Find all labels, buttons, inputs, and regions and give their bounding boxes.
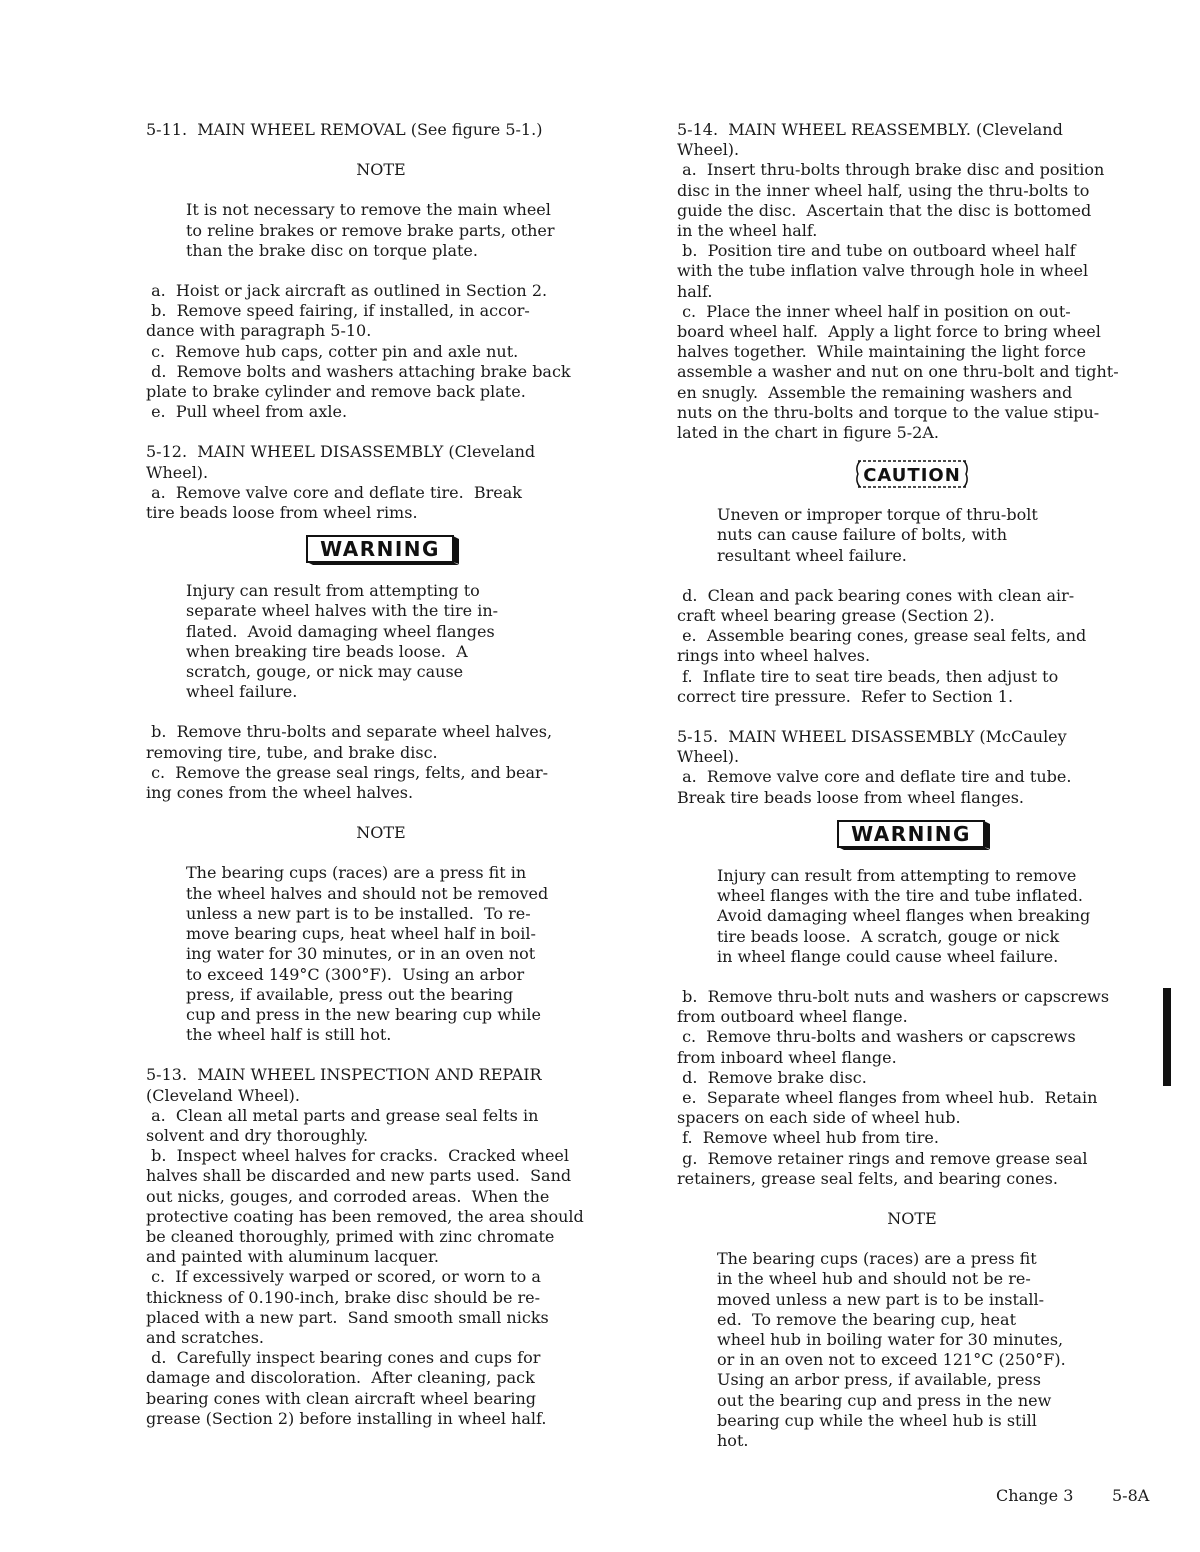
note-body: The bearing cups (races) are a press fit in the wheel hub and should not be re- moved unless a new part is to be install- ed. To remove the bearing cup, heat wheel hub in boiling water for 30 minutes, or in an oven not to exceed 121°C (250°F). Using an arbor press, if available, press out the bearing cup and press in the new bearing cup while the wheel hub is still hot. bbox=[717, 1249, 1066, 1450]
left-column bbox=[146, 120, 616, 1429]
change-number: Change 3 bbox=[996, 1486, 1074, 1505]
warning-body: Injury can result from attempting to separate wheel halves with the tire in- flated. Avoid damaging wheel flanges when breaking tire beads loose. A scratch, gouge, or nick may cause wheel failure. bbox=[186, 581, 499, 702]
section-5-11-steps: a. Hoist or jack aircraft as outlined in Section 2. b. Remove speed fairing, if installed, in accor- dance with paragraph 5-10. c. Remove hub caps, cotter pin and axle nut. d. Remove bolts and washers attaching brake back plate to brake cylinder and remove back plate. e. Pull wheel from axle. bbox=[146, 281, 571, 422]
warning-label: WARNING bbox=[320, 537, 440, 562]
note-title: NOTE bbox=[356, 160, 406, 180]
section-5-14-steps-def: d. Clean and pack bearing cones with clean air- craft wheel bearing grease (Section 2). e. Assemble bearing cones, grease seal felts, and rings into wheel halves. f. Inflate tire to seat tire beads, then adjust to correct tire pressure. Refer to Section 1. bbox=[677, 585, 1087, 706]
warning-banner bbox=[301, 533, 461, 567]
section-5-11-title: 5-11. MAIN WHEEL REMOVAL (See figure 5-1.) bbox=[146, 120, 543, 139]
section-5-14-steps: a. Insert thru-bolts through brake disc and position disc in the inner wheel half, using the thru-bolts to guide the disc. Ascertain that the disc is bottomed in the wheel half. b. Position tire and tube on outboard wheel half with the tube inflation valve through hole in wheel half. c. Place the inner wheel half in position on out- board wheel half. Apply a light force to bring wheel halves together. While maintaining the light force assemble a washer and nut on one thru-bolt and tight- en snugly. Assemble the remaining washers and nuts on the thru-bolts and torque to the value stipu- lated in the chart in figure 5-2A. bbox=[677, 160, 1119, 443]
warning-body: Injury can result from attempting to remove wheel flanges with the tire and tube inflated. Avoid damaging wheel flanges when breaking tire beads loose. A scratch, gouge or nick in wheel flange could cause wheel failure. bbox=[717, 865, 1091, 966]
section-5-12-step-a: a. Remove valve core and deflate tire. Break tire beads loose from wheel rims. bbox=[146, 482, 522, 523]
section-5-15-steps: b. Remove thru-bolt nuts and washers or capscrews from outboard wheel flange. c. Remove thru-bolts and washers or capscrews from inboard wheel flange. d. Remove brake disc. e. Separate wheel flanges from wheel hub. Retain spacers on each side of wheel hub. f. Remove wheel hub from tire. g. Remove retainer rings and remove grease seal retainers, grease seal felts, and bearing cones. bbox=[677, 986, 1110, 1188]
note-title: NOTE bbox=[356, 823, 406, 843]
section-5-15-step-a: a. Remove valve core and deflate tire and tube. Break tire beads loose from wheel flanges. bbox=[677, 767, 1072, 807]
right-column bbox=[677, 120, 1147, 1451]
change-bar bbox=[1163, 988, 1171, 1086]
note-body: The bearing cups (races) are a press fit in the wheel halves and should not be removed unless a new part is to be installed. To re- move bearing cups, heat wheel half in boil- ing water for 30 minutes, or in an oven not to exceed 149°C (300°F). Using an arbor press, if available, press out the bearing cup and press in the new bearing cup while the wheel half is still hot. bbox=[186, 863, 549, 1045]
section-5-13-title: 5-13. MAIN WHEEL INSPECTION AND REPAIR (Cleveland Wheel). bbox=[146, 1065, 542, 1105]
section-5-13-steps: a. Clean all metal parts and grease seal felts in solvent and dry thoroughly. b. Inspect wheel halves for cracks. Cracked wheel halves shall be discarded and new parts used. Sand out nicks, gouges, and corroded areas. When the protective coating has been removed, the area should be cleaned thoroughly, primed with zinc chromate and painted with aluminum lacquer. c. If excessively warped or scored, or worn to a thickness of 0.190-inch, brake disc should be re- placed with a new part. Sand smooth small nicks and scratches. d. Carefully inspect bearing cones and cups for damage and discoloration. After cleaning, pack bearing cones with clean aircraft wheel bearing grease (Section 2) before installing in wheel half. bbox=[146, 1105, 584, 1428]
warning-banner bbox=[832, 818, 992, 852]
page-number: 5-8A bbox=[1112, 1486, 1150, 1505]
caution-label: CAUTION bbox=[863, 465, 961, 487]
section-5-12-steps-bc: b. Remove thru-bolts and separate wheel halves, removing tire, tube, and brake disc. c. Remove the grease seal rings, felts, and bear- ing cones from the wheel halves. bbox=[146, 722, 553, 803]
section-5-14-title: 5-14. MAIN WHEEL REASSEMBLY. (Cleveland Wheel). bbox=[677, 120, 1063, 160]
warning-label: WARNING bbox=[851, 821, 971, 846]
caution-banner bbox=[852, 457, 972, 491]
note-title: NOTE bbox=[887, 1208, 937, 1228]
caution-body: Uneven or improper torque of thru-bolt nuts can cause failure of bolts, with resultant wheel failure. bbox=[717, 505, 1038, 565]
section-5-12-title: 5-12. MAIN WHEEL DISASSEMBLY (Cleveland Wheel). bbox=[146, 442, 536, 482]
note-body: It is not necessary to remove the main wheel to reline brakes or remove brake parts, other than the brake disc on torque plate. bbox=[186, 200, 555, 260]
section-5-15-title: 5-15. MAIN WHEEL DISASSEMBLY (McCauley Wheel). bbox=[677, 727, 1067, 767]
